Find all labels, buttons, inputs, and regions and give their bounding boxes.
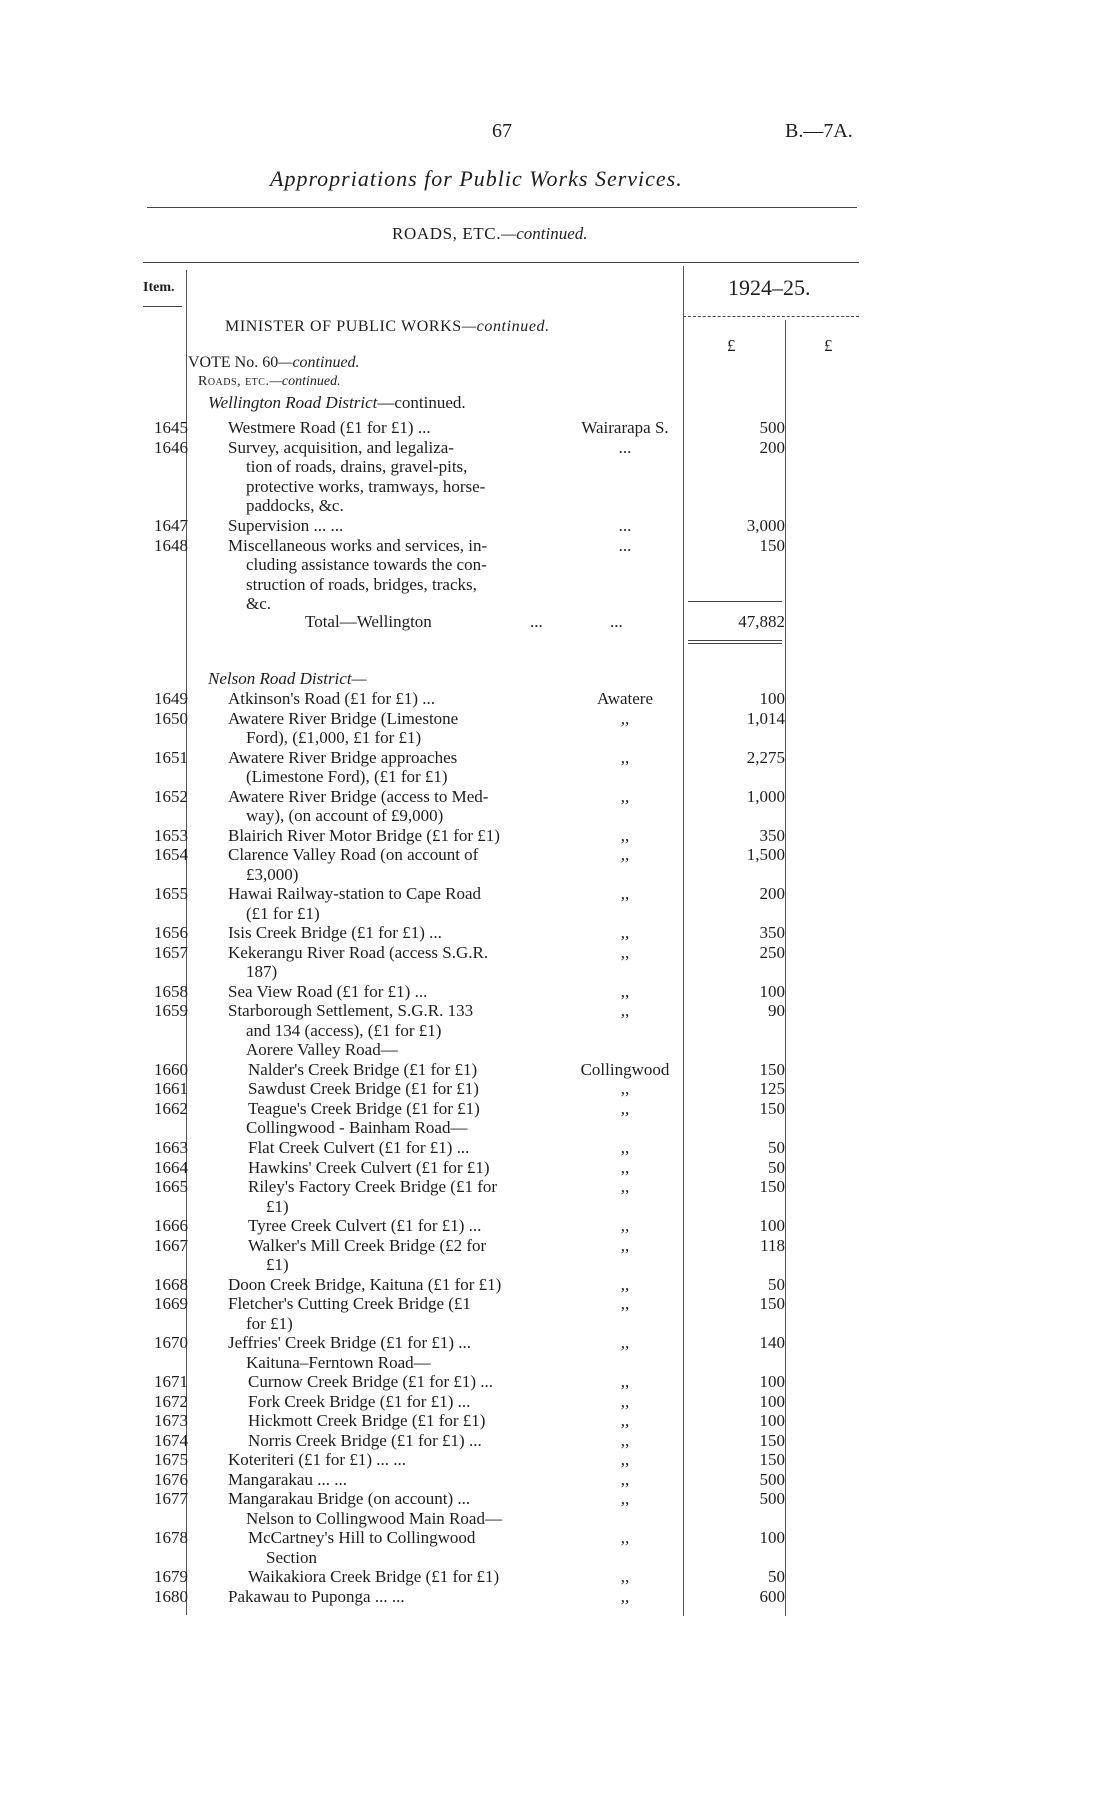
table-row (0, 1040, 1114, 1060)
item-description: Hawkins' Creek Culvert (£1 for £1) (248, 1157, 490, 1177)
table-row (0, 1353, 1114, 1373)
item-description: Pakawau to Puponga ... ... (228, 1587, 405, 1606)
item-amount: 100 (759, 981, 785, 1001)
item-number: 1661 (154, 1079, 188, 1099)
table-row (0, 438, 1114, 458)
item-number: 1650 (154, 708, 188, 728)
item-number: 1677 (154, 1489, 188, 1509)
item-number: 1655 (154, 884, 188, 904)
table-row (0, 477, 1114, 497)
item-amount: 500 (759, 1469, 785, 1489)
item-description: paddocks, &c. (246, 496, 344, 516)
document-reference: B.—7A. (785, 120, 853, 142)
table-row (0, 1099, 1114, 1119)
item-locality: ,, (620, 1489, 630, 1509)
table-row (0, 555, 1114, 575)
minister-suffix: —continued. (461, 318, 550, 335)
table-row (0, 767, 1114, 787)
item-amount: 50 (768, 1274, 785, 1294)
item-locality: ,, (620, 1333, 630, 1353)
item-description: Riley's Factory Creek Bridge (£1 for (248, 1177, 498, 1197)
item-locality: ,, (620, 1138, 630, 1157)
item-locality: ,, (620, 786, 630, 806)
table-row (0, 1079, 1114, 1099)
item-amount: 90 (768, 1001, 785, 1021)
item-number: 1673 (154, 1411, 188, 1431)
item-number: 1645 (154, 418, 188, 437)
item-locality: ... (618, 535, 632, 555)
item-locality: ,, (620, 1372, 630, 1392)
item-locality: Awatere (596, 689, 653, 708)
item-description: and 134 (access), (£1 for £1) (246, 1020, 442, 1040)
item-description: Fletcher's Cutting Creek Bridge (£1 (228, 1294, 471, 1314)
item-amount: 3,000 (746, 516, 785, 535)
wellington-total-dots-2: ... (610, 612, 623, 631)
item-description: Doon Creek Bridge, Kaituna (£1 for £1) (228, 1274, 502, 1294)
item-description: Fork Creek Bridge (£1 for £1) ... (248, 1391, 471, 1411)
minister-label: MINISTER OF PUBLIC WORKS (225, 318, 462, 335)
item-amount: 100 (759, 1216, 785, 1236)
table-row (0, 1470, 1114, 1490)
item-amount: 500 (759, 1489, 785, 1509)
item-description: Supervision ... ... (228, 516, 344, 535)
item-locality: ,, (620, 1001, 630, 1021)
item-number: 1663 (154, 1138, 188, 1157)
table-row (0, 1177, 1114, 1197)
item-description: cluding assistance towards the con- (246, 555, 487, 575)
item-number: 1674 (154, 1430, 188, 1450)
item-number: 1680 (154, 1587, 188, 1606)
table-row (0, 496, 1114, 516)
item-amount: 600 (759, 1587, 785, 1606)
item-description: Nalder's Creek Bridge (£1 for £1) (248, 1059, 478, 1079)
item-number: 1649 (154, 689, 188, 708)
item-locality: ,, (620, 923, 630, 943)
table-row (0, 1001, 1114, 1021)
item-locality: ,, (620, 1079, 630, 1099)
item-description: Kaituna–Ferntown Road— (246, 1352, 431, 1372)
item-description: &c. (246, 594, 272, 614)
item-locality: ,, (620, 1391, 630, 1411)
item-amount: 150 (759, 1177, 785, 1197)
item-description: Survey, acquisition, and legaliza- (228, 437, 454, 457)
item-locality: ,, (620, 884, 630, 904)
item-number: 1666 (154, 1216, 188, 1236)
item-description: £3,000) (246, 864, 299, 884)
item-amount: 1,014 (746, 708, 785, 728)
item-number: 1656 (154, 923, 188, 943)
table-row (0, 787, 1114, 807)
item-description: Ford), (£1,000, £1 for £1) (246, 728, 422, 748)
table-row (0, 1118, 1114, 1138)
item-description: Collingwood - Bainham Road— (246, 1118, 468, 1138)
item-description: (£1 for £1) (246, 903, 320, 923)
item-number: 1652 (154, 786, 188, 806)
table-row (0, 1333, 1114, 1353)
table-row (0, 1372, 1114, 1392)
item-description: £1) (266, 1196, 289, 1216)
year-column-header: 1924–25. (728, 275, 811, 300)
table-row (0, 1021, 1114, 1041)
wellington-total-dots-1: ... (530, 612, 543, 631)
item-amount: 200 (759, 437, 785, 457)
item-description: 187) (246, 962, 278, 982)
item-description: way), (on account of £9,000) (246, 806, 444, 826)
item-amount: 100 (759, 1411, 785, 1431)
table-row (0, 982, 1114, 1002)
item-number: 1660 (154, 1059, 188, 1079)
item-amount: 100 (759, 1391, 785, 1411)
table-row (0, 806, 1114, 826)
table-row (0, 1294, 1114, 1314)
vote-suffix: —continued. (278, 354, 360, 371)
item-locality: ,, (620, 708, 630, 728)
table-row (0, 689, 1114, 709)
table-row (0, 923, 1114, 943)
item-column-header: Item. (143, 280, 175, 295)
item-amount: 50 (768, 1567, 785, 1587)
table-row (0, 1411, 1114, 1431)
item-description: Awatere River Bridge (access to Med- (228, 786, 489, 806)
table-row (0, 575, 1114, 595)
item-number: 1651 (154, 747, 188, 767)
table-row (0, 536, 1114, 556)
item-amount: 350 (759, 923, 785, 943)
item-description: Westmere Road (£1 for £1) ... (228, 418, 431, 437)
item-number: 1647 (154, 516, 188, 535)
item-locality: ... (618, 516, 632, 535)
item-amount: 250 (759, 942, 785, 962)
table-row (0, 1567, 1114, 1587)
item-description: Waikakiora Creek Bridge (£1 for £1) (248, 1567, 500, 1587)
item-locality: ,, (620, 825, 630, 845)
item-number: 1676 (154, 1469, 188, 1489)
item-amount: 125 (759, 1079, 785, 1099)
item-amount: 1,000 (746, 786, 785, 806)
table-row (0, 1392, 1114, 1412)
item-locality: ,, (620, 1587, 630, 1606)
item-locality: ,, (620, 1567, 630, 1587)
item-number: 1672 (154, 1391, 188, 1411)
table-row (0, 1236, 1114, 1256)
item-amount: 150 (759, 1430, 785, 1450)
table-row (0, 1216, 1114, 1236)
item-amount: 350 (759, 825, 785, 845)
item-number: 1668 (154, 1274, 188, 1294)
table-row (0, 1314, 1114, 1334)
item-number: 1671 (154, 1372, 188, 1392)
table-row (0, 1197, 1114, 1217)
item-description: tion of roads, drains, gravel-pits, (246, 457, 468, 477)
table-row (0, 594, 1114, 614)
item-number: 1678 (154, 1528, 188, 1548)
item-description: Sawdust Creek Bridge (£1 for £1) (248, 1079, 479, 1099)
table-row (0, 962, 1114, 982)
wellington-total-label: Total—Wellington (305, 612, 432, 631)
item-description: protective works, tramways, horse- (246, 476, 486, 496)
section-title: ROADS, ETC. (392, 224, 502, 243)
table-row (0, 709, 1114, 729)
item-locality: ,, (620, 1528, 630, 1548)
item-description: McCartney's Hill to Collingwood (248, 1528, 476, 1548)
item-description: Mangarakau ... ... (228, 1469, 347, 1489)
item-description: Nelson to Collingwood Main Road— (246, 1508, 502, 1528)
currency-symbol-1: £ (727, 336, 736, 355)
item-description: Kekerangu River Road (access S.G.R. (228, 942, 489, 962)
section-suffix: —continued. (501, 224, 588, 243)
item-number: 1654 (154, 845, 188, 865)
item-amount: 500 (759, 418, 785, 437)
table-row (0, 865, 1114, 885)
item-number: 1667 (154, 1235, 188, 1255)
item-description: Awatere River Bridge (Limestone (228, 708, 459, 728)
item-description: Hickmott Creek Bridge (£1 for £1) (248, 1411, 486, 1431)
item-number: 1659 (154, 1001, 188, 1021)
item-locality: ,, (620, 845, 630, 865)
item-description: Hawai Railway-station to Cape Road (228, 884, 482, 904)
item-locality: ,, (620, 1469, 630, 1489)
item-locality: ,, (620, 942, 630, 962)
item-description: Mangarakau Bridge (on account) ... (228, 1489, 471, 1509)
item-description: Teague's Creek Bridge (£1 for £1) (248, 1098, 480, 1118)
item-description: Atkinson's Road (£1 for £1) ... (228, 689, 436, 708)
item-description: Sea View Road (£1 for £1) ... (228, 981, 428, 1001)
item-amount: 1,500 (746, 845, 785, 865)
item-locality: ,, (620, 747, 630, 767)
item-number: 1662 (154, 1098, 188, 1118)
item-locality: ,, (620, 1274, 630, 1294)
table-row (0, 943, 1114, 963)
item-number: 1648 (154, 535, 188, 555)
item-locality: ,, (620, 981, 630, 1001)
item-description: Clarence Valley Road (on account of (228, 845, 479, 865)
table-row (0, 1060, 1114, 1080)
item-description: Starborough Settlement, S.G.R. 133 (228, 1001, 474, 1021)
item-description: Curnow Creek Bridge (£1 for £1) ... (248, 1372, 494, 1392)
item-number: 1670 (154, 1333, 188, 1353)
table-row (0, 1450, 1114, 1470)
item-locality: ,, (620, 1411, 630, 1431)
item-amount: 50 (768, 1138, 785, 1157)
table-row (0, 1158, 1114, 1178)
item-number: 1679 (154, 1567, 188, 1587)
table-row (0, 748, 1114, 768)
item-description: Awatere River Bridge approaches (228, 747, 458, 767)
subtotal-rule-top (688, 601, 782, 602)
item-locality: ,, (620, 1235, 630, 1255)
item-amount: 2,275 (746, 747, 785, 767)
item-description: Miscellaneous works and services, in- (228, 535, 488, 555)
currency-symbol-2: £ (824, 336, 833, 355)
item-locality: ,, (620, 1157, 630, 1177)
table-row (0, 1431, 1114, 1451)
item-locality: Wairarapa S. (581, 418, 669, 437)
item-amount: 118 (760, 1235, 785, 1255)
item-number: 1665 (154, 1177, 188, 1197)
table-row (0, 418, 1114, 438)
item-locality: ,, (620, 1294, 630, 1314)
item-description: Norris Creek Bridge (£1 for £1) ... (248, 1430, 482, 1450)
item-locality: ,, (620, 1177, 630, 1197)
item-locality: ,, (620, 1450, 630, 1470)
table-row (0, 457, 1114, 477)
table-row (0, 1275, 1114, 1295)
item-description: Walker's Mill Creek Bridge (£2 for (248, 1235, 487, 1255)
item-amount: 100 (759, 689, 785, 708)
item-description: (Limestone Ford), (£1 for £1) (246, 767, 448, 787)
district-suffix: —continued. (377, 393, 466, 412)
item-amount: 140 (759, 1333, 785, 1353)
item-description: Tyree Creek Culvert (£1 for £1) ... (248, 1216, 482, 1236)
item-amount: 200 (759, 884, 785, 904)
item-amount: 150 (759, 535, 785, 555)
subtotal-rule-bottom-2 (688, 643, 782, 644)
item-description: Section (266, 1547, 317, 1567)
item-amount: 150 (759, 1059, 785, 1079)
table-row (0, 1489, 1114, 1509)
item-number: 1658 (154, 981, 188, 1001)
item-number: 1646 (154, 437, 188, 457)
item-description: Koteriteri (£1 for £1) ... ... (228, 1450, 406, 1470)
table-row (0, 1587, 1114, 1607)
table-row (0, 1255, 1114, 1275)
nelson-district-heading: Nelson Road District— (208, 669, 367, 688)
table-row (0, 1138, 1114, 1158)
item-locality: ,, (620, 1216, 630, 1236)
item-number: 1657 (154, 942, 188, 962)
item-amount: 50 (768, 1157, 785, 1177)
table-row (0, 884, 1114, 904)
subtotal-rule-bottom (688, 640, 782, 641)
item-amount: 100 (759, 1372, 785, 1392)
wellington-total-amount: 47,882 (738, 612, 785, 631)
item-description: £1) (266, 1255, 289, 1275)
item-description: Blairich River Motor Bridge (£1 for £1) (228, 825, 500, 845)
item-locality: ,, (620, 1430, 630, 1450)
item-description: Jeffries' Creek Bridge (£1 for £1) ... (228, 1333, 472, 1353)
item-number: 1669 (154, 1294, 188, 1314)
table-row (0, 1509, 1114, 1529)
table-row (0, 826, 1114, 846)
table-row (0, 516, 1114, 536)
item-number: 1653 (154, 825, 188, 845)
item-number: 1664 (154, 1157, 188, 1177)
item-locality: ,, (620, 1098, 630, 1118)
item-description: Flat Creek Culvert (£1 for £1) ... (248, 1138, 470, 1157)
district-label: Wellington Road District (208, 393, 378, 412)
item-amount: 100 (759, 1528, 785, 1548)
item-description: Aorere Valley Road— (246, 1040, 398, 1060)
table-row (0, 904, 1114, 924)
item-locality: Collingwood (580, 1059, 670, 1079)
page-title: Appropriations for Public Works Services. (270, 166, 683, 191)
item-amount: 150 (759, 1098, 785, 1118)
item-description: for £1) (246, 1313, 293, 1333)
table-row (0, 1528, 1114, 1548)
item-description: struction of roads, bridges, tracks, (246, 574, 477, 594)
item-number: 1675 (154, 1450, 188, 1470)
item-description: Isis Creek Bridge (£1 for £1) ... (228, 923, 442, 943)
table-row (0, 845, 1114, 865)
roads-label: Roads, etc. (198, 374, 270, 389)
item-locality: ... (618, 437, 632, 457)
vote-label: VOTE No. 60 (188, 354, 279, 371)
table-row (0, 728, 1114, 748)
roads-suffix: —continued. (269, 374, 341, 389)
item-amount: 150 (759, 1294, 785, 1314)
page-number: 67 (492, 120, 512, 142)
table-row (0, 1548, 1114, 1568)
item-amount: 150 (759, 1450, 785, 1470)
